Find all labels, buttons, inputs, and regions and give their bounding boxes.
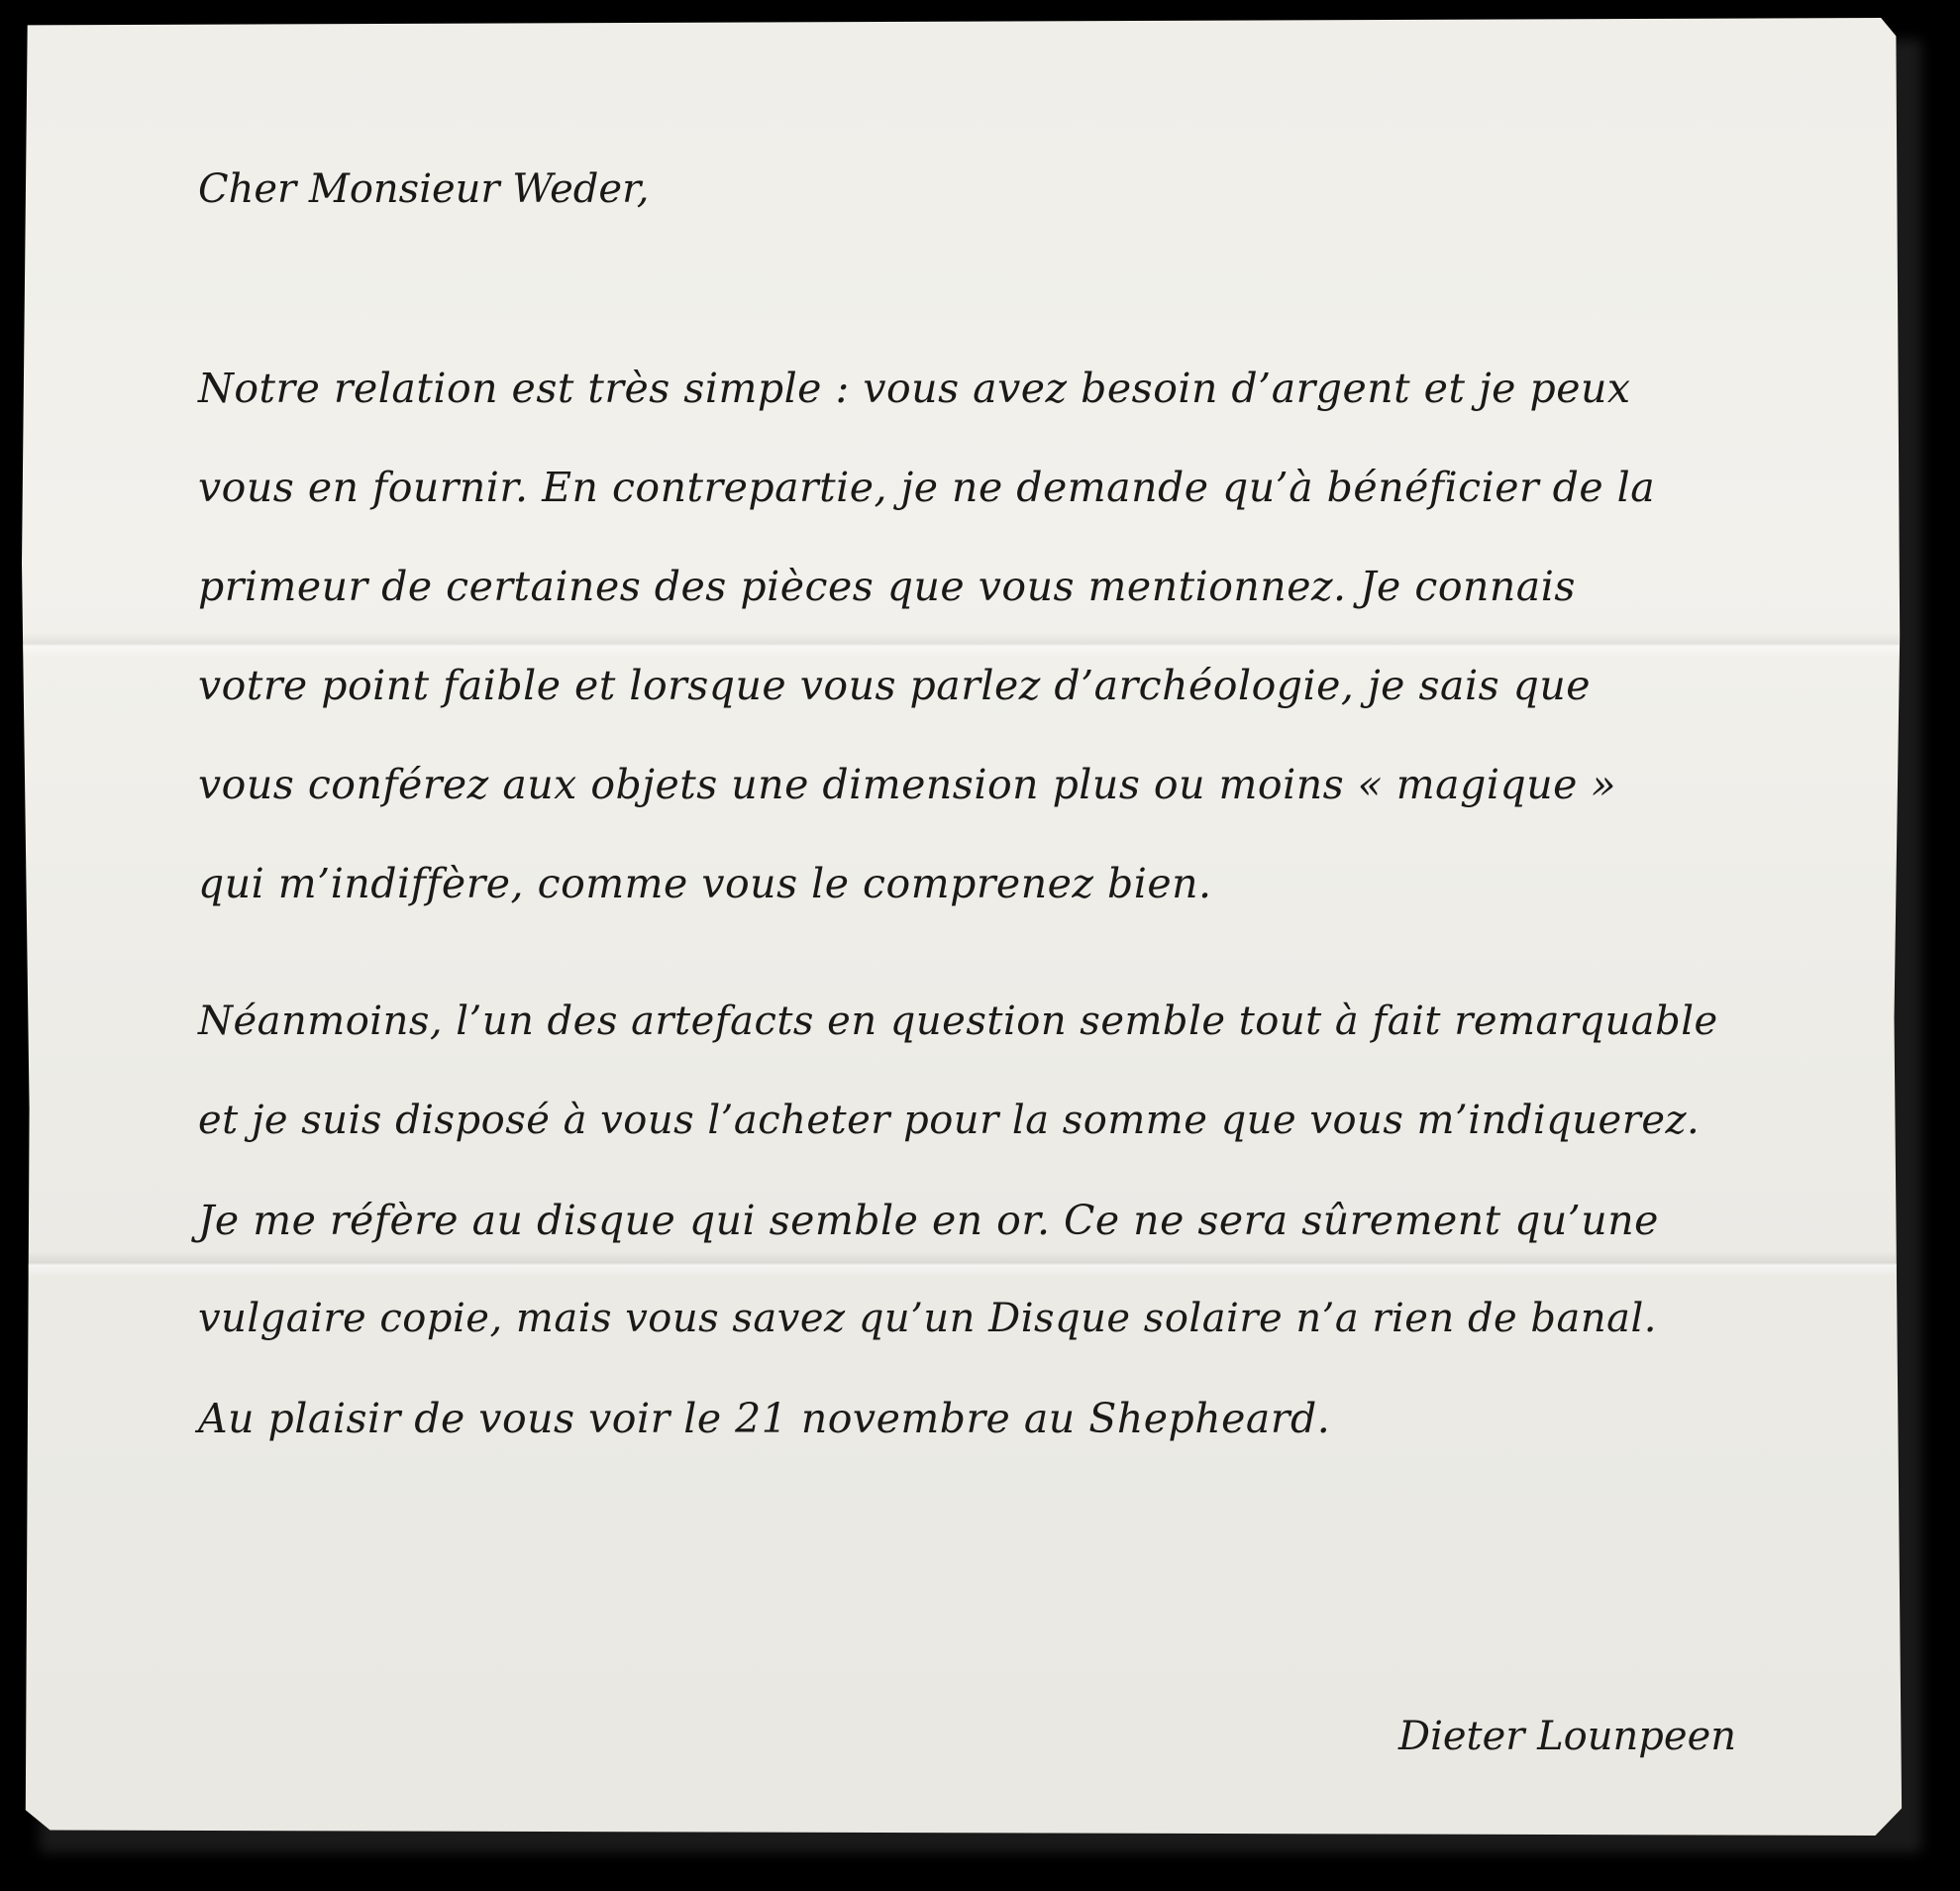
letter-salutation: Cher Monsieur Weder, <box>198 166 650 212</box>
paper-fold-upper <box>22 632 1904 658</box>
paragraph-2-line-2: et je suis disposé à vous l’acheter pour la somme que vous m’indiquerez. <box>198 1098 1701 1143</box>
paper-fold-lower <box>22 1251 1904 1277</box>
paragraph-2-line-4: vulgaire copie, mais vous savez qu’un Disque solaire n’a rien de banal. <box>198 1296 1657 1341</box>
paragraph-1-line-2: vous en fournir. En contrepartie, je ne demande qu’à bénéficier de la <box>198 464 1656 511</box>
paragraph-1-line-1: Notre relation est très simple : vous avez besoin d’argent et je peux <box>198 365 1631 412</box>
paragraph-2-line-3: Je me réfère au disque qui semble en or. Ce ne sera sûrement qu’une <box>198 1197 1659 1244</box>
paragraph-1-line-3: primeur de certaines des pièces que vous mentionnez. Je connais <box>198 563 1576 610</box>
letter-paper <box>22 18 1904 1836</box>
paragraph-2-line-1: Néanmoins, l’un des artefacts en question semble tout à fait remarquable <box>198 998 1718 1044</box>
paragraph-1-line-4: votre point faible et lorsque vous parlez d’archéologie, je sais que <box>198 662 1592 709</box>
paragraph-2-line-5: Au plaisir de vous voir le 21 novembre au Shepheard. <box>198 1395 1331 1442</box>
paragraph-1-line-5: vous conférez aux objets une dimension plus ou moins « magique » <box>198 761 1617 808</box>
signature: Dieter Lounpeen <box>1398 1714 1736 1759</box>
paragraph-1-line-6: qui m’indiffère, comme vous le comprenez bien. <box>198 860 1212 907</box>
